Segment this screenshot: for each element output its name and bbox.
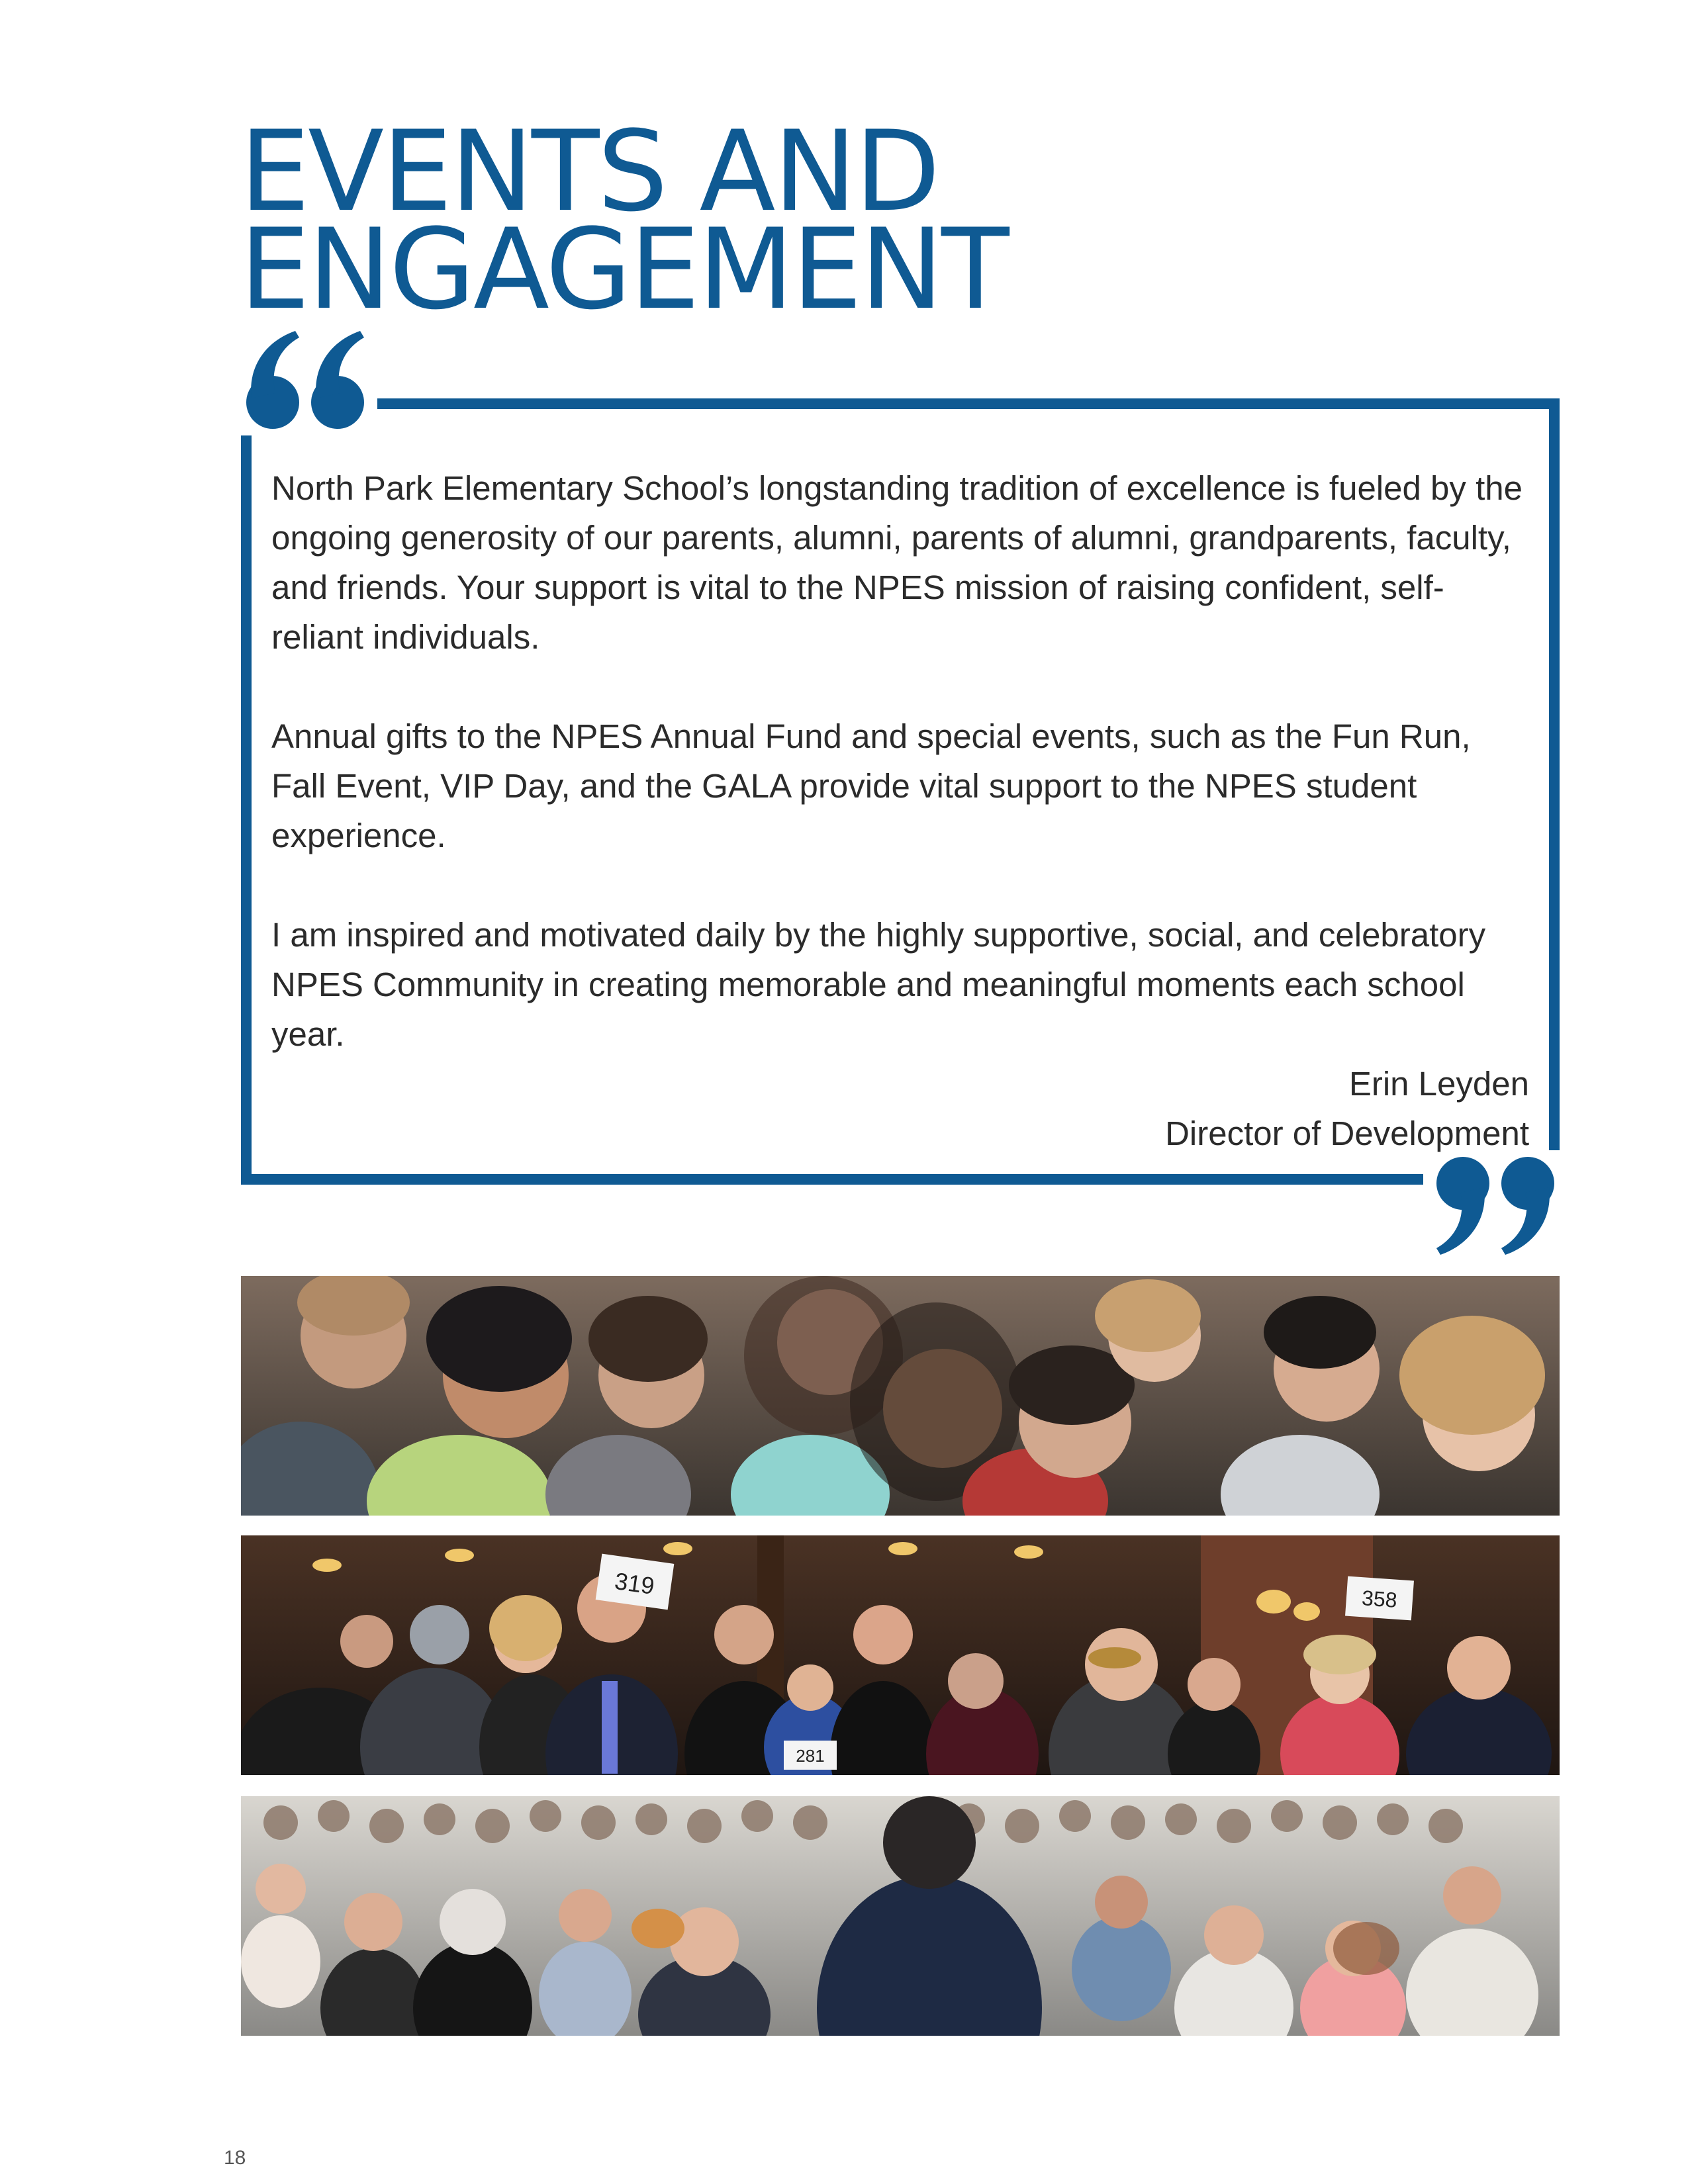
photo-gala — [241, 1535, 1560, 1775]
quote-signature — [1165, 1059, 1529, 1158]
page-number: 18 — [224, 2147, 246, 2169]
paddle-281-label: 281 — [796, 1746, 825, 1766]
photo-children — [241, 1276, 1560, 1516]
paddle-358-label: 358 — [1361, 1586, 1398, 1612]
author-name: Erin Leyden — [1348, 1065, 1529, 1103]
quote-paragraph-3: I am inspired and motivated daily by the highly supportive, social, and celebratory NPES Community in creating memorable and meaningful moments each school year. — [271, 916, 1486, 1053]
page-title — [240, 107, 1008, 334]
author-title: Director of Development — [1165, 1115, 1529, 1152]
paddle-358 — [1345, 1576, 1414, 1621]
close-quote-icon — [1423, 1150, 1562, 1256]
quote-text — [271, 463, 1529, 1109]
open-quote-icon — [238, 330, 377, 435]
quote-paragraph-1: North Park Elementary School’s longstanding tradition of excellence is fueled by the ongoing generosity of our parents, alumni, parents of alumni, grandparents, faculty, and friends. Your support is vital to the NPES mission of raising confident, self-reliant individuals. — [271, 469, 1523, 656]
paddle-319-label: 319 — [613, 1567, 657, 1600]
photo-audience — [241, 1796, 1560, 2036]
page-title-line-1: EVENTS AND — [240, 107, 939, 236]
quote-paragraph-2: Annual gifts to the NPES Annual Fund and special events, such as the Fun Run, Fall Event, VIP Day, and the GALA provide vital support to the NPES student experience. — [271, 717, 1471, 854]
paddle-281 — [784, 1741, 837, 1770]
page-title-line-2: ENGAGEMENT — [240, 205, 1008, 334]
